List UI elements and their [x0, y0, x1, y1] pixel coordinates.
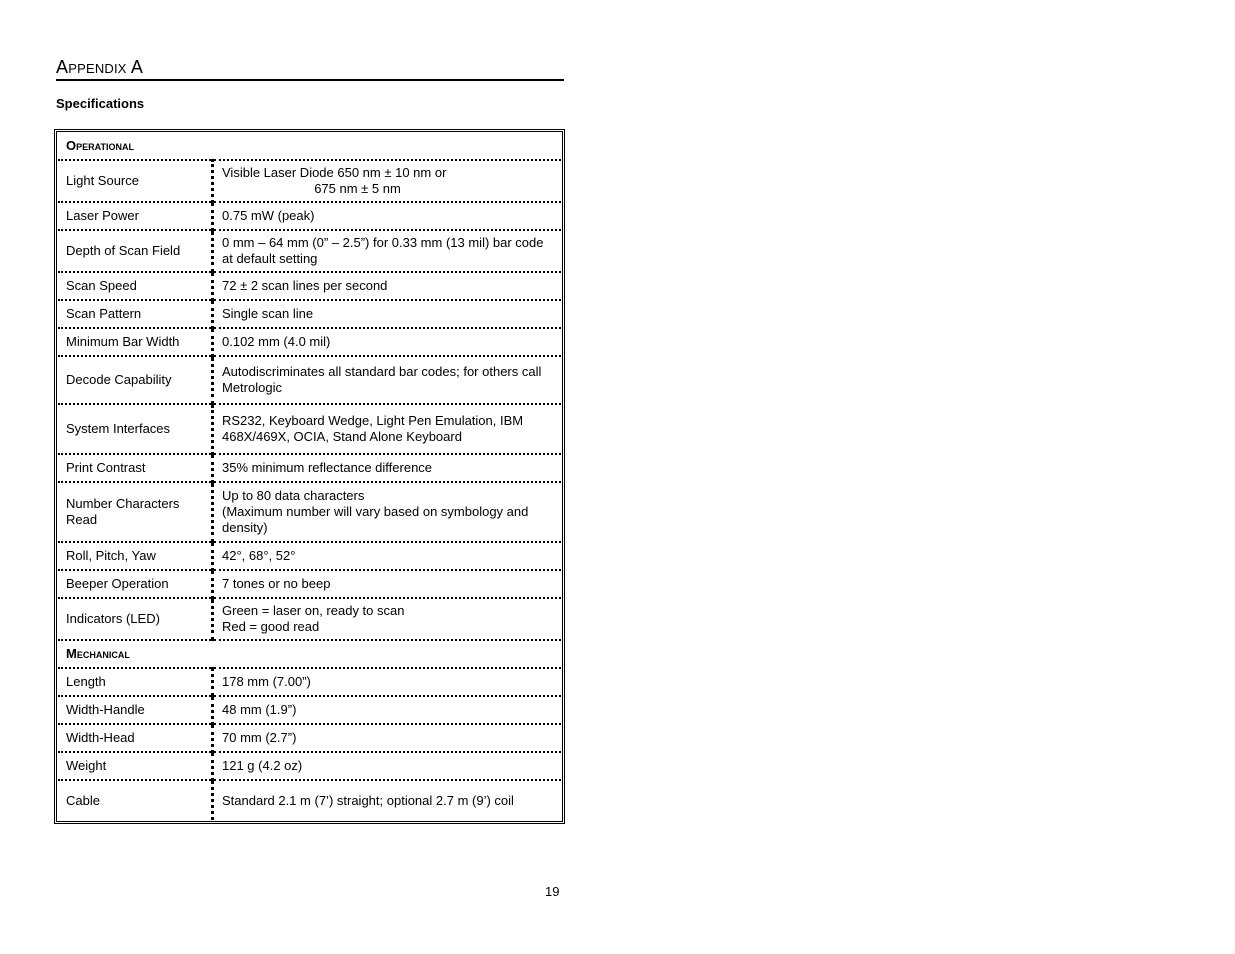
- specifications-table: [58, 133, 561, 820]
- spec-value: [213, 356, 562, 404]
- spec-value: [213, 780, 562, 820]
- spec-label: Indicators (LED): [58, 598, 213, 640]
- spec-value-line: 35% minimum reflectance difference: [222, 460, 433, 475]
- table-row: [58, 696, 561, 724]
- spec-value-line: Up to 80 data characters: [222, 488, 365, 503]
- spec-value-line: RS232, Keyboard Wedge, Light Pen Emulation, IBM 468X/469X, OCIA, Stand Alone Keyboard: [222, 413, 524, 444]
- spec-label: Print Contrast: [58, 454, 213, 482]
- spec-label: Decode Capability: [58, 356, 213, 404]
- spec-value: [213, 542, 562, 570]
- table-row: [58, 752, 561, 780]
- spec-label: Width-Handle: [58, 696, 213, 724]
- spec-value: [213, 328, 562, 356]
- spec-value: [213, 570, 562, 598]
- spec-label: Width-Head: [58, 724, 213, 752]
- table-row: [58, 482, 561, 542]
- spec-label: Roll, Pitch, Yaw: [58, 542, 213, 570]
- spec-value-line: 70 mm (2.7”): [222, 730, 297, 745]
- spec-value-line: Single scan line: [222, 306, 314, 321]
- spec-value: [213, 160, 562, 202]
- group-row-mechanical: [58, 640, 561, 668]
- spec-value: [213, 696, 562, 724]
- table-row: [58, 202, 561, 230]
- spec-value-line: 7 tones or no beep: [222, 576, 331, 591]
- spec-value: [213, 454, 562, 482]
- table-row: [58, 272, 561, 300]
- spec-value: [213, 752, 562, 780]
- spec-value: [213, 230, 562, 272]
- table-row: [58, 724, 561, 752]
- spec-label: Minimum Bar Width: [58, 328, 213, 356]
- spec-label: Laser Power: [58, 202, 213, 230]
- table-row: [58, 404, 561, 454]
- spec-value-line: 42°, 68°, 52°: [222, 548, 296, 563]
- spec-label: System Interfaces: [58, 404, 213, 454]
- table-row: [58, 454, 561, 482]
- spec-label: Cable: [58, 780, 213, 820]
- spec-label: Depth of Scan Field: [58, 230, 213, 272]
- table-row: [58, 328, 561, 356]
- page-number: 19: [545, 884, 560, 899]
- spec-label: Light Source: [58, 160, 213, 202]
- table-row: [58, 668, 561, 696]
- spec-value: [213, 202, 562, 230]
- table-row: [58, 780, 561, 820]
- spec-value-line: Autodiscriminates all standard bar codes; for others call Metrologic: [222, 364, 542, 395]
- spec-value: [213, 598, 562, 640]
- table-row: [58, 356, 561, 404]
- group-heading-operational: Operational: [58, 133, 561, 160]
- specifications-table-frame: [54, 129, 565, 824]
- spec-label: Weight: [58, 752, 213, 780]
- table-row: [58, 160, 561, 202]
- spec-value-line: Standard 2.1 m (7’) straight; optional 2.7 m (9’) coil: [222, 792, 514, 808]
- spec-value-line: Visible Laser Diode 650 nm ± 10 nm or: [222, 165, 447, 180]
- group-row-operational: [58, 133, 561, 160]
- table-row: [58, 598, 561, 640]
- spec-value-line: 0.102 mm (4.0 mil): [222, 334, 331, 349]
- spec-value-line: 121 g (4.2 oz): [222, 758, 303, 773]
- spec-value-line: Green = laser on, ready to scan: [222, 603, 405, 618]
- spec-label: Scan Pattern: [58, 300, 213, 328]
- spec-value: [213, 668, 562, 696]
- spec-value: [213, 482, 562, 542]
- table-row: [58, 230, 561, 272]
- appendix-title: Appendix A: [56, 56, 564, 81]
- spec-value-line: 675 nm ± 5 nm: [314, 181, 401, 196]
- spec-value-line: 72 ± 2 scan lines per second: [222, 278, 388, 293]
- spec-label: Length: [58, 668, 213, 696]
- table-row: [58, 570, 561, 598]
- spec-value: [213, 404, 562, 454]
- spec-value-line: 48 mm (1.9”): [222, 702, 297, 717]
- table-row: [58, 300, 561, 328]
- spec-value-line: 0.75 mW (peak): [222, 208, 315, 223]
- section-heading: Specifications: [56, 96, 145, 111]
- spec-label: Scan Speed: [58, 272, 213, 300]
- spec-value-line: (Maximum number will vary based on symbology and density): [222, 504, 529, 535]
- spec-value: [213, 272, 562, 300]
- spec-value: [213, 724, 562, 752]
- spec-value: [213, 300, 562, 328]
- spec-label: Beeper Operation: [58, 570, 213, 598]
- group-heading-mechanical: Mechanical: [58, 640, 561, 668]
- spec-value-line: Red = good read: [222, 619, 320, 634]
- spec-label: Number Characters Read: [58, 482, 213, 542]
- table-row: [58, 542, 561, 570]
- spec-value-line: 0 mm – 64 mm (0” – 2.5”) for 0.33 mm (13 mil) bar code at default setting: [222, 235, 544, 266]
- spec-value-line: 178 mm (7.00”): [222, 674, 311, 689]
